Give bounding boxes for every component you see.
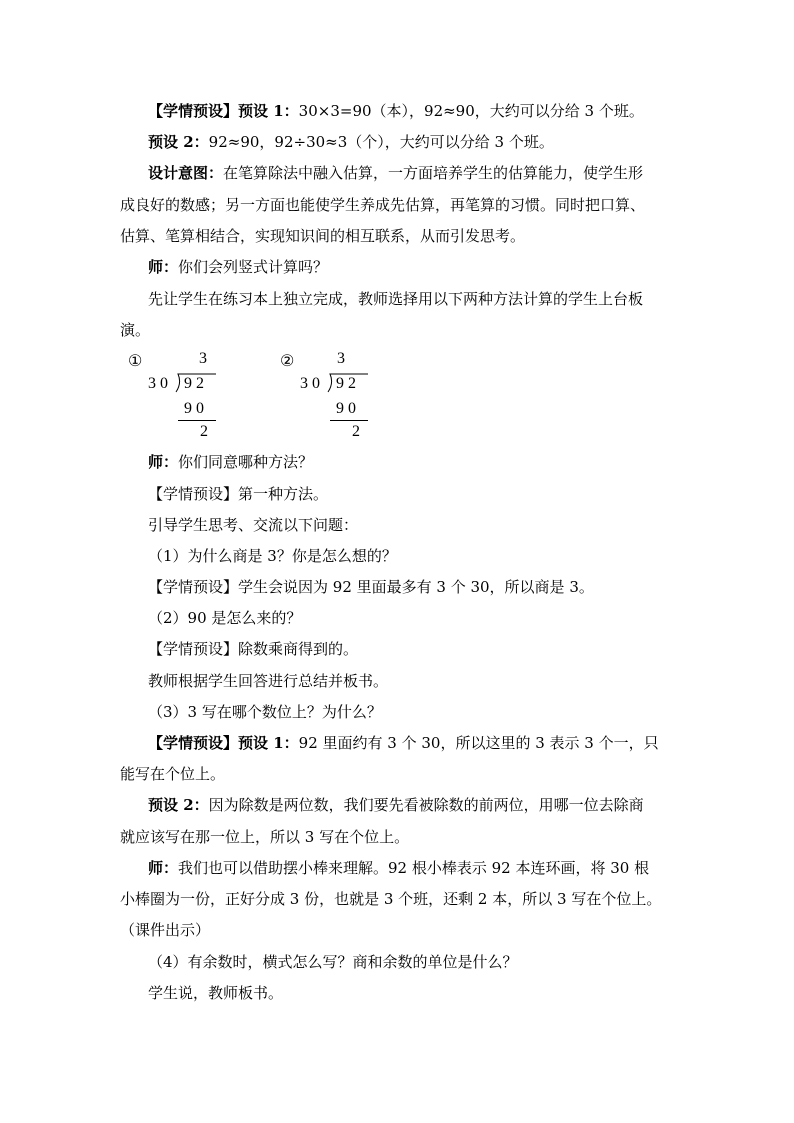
text-line <box>120 226 525 246</box>
text-line <box>148 733 659 753</box>
text-normal: 【学情预设】除数乘商得到的。 <box>148 640 359 658</box>
division-label: ① <box>128 351 143 370</box>
text-line <box>148 452 313 472</box>
text-line <box>148 671 388 691</box>
text-normal: （4）有余数时，横式怎么写？商和余数的单位是什么？ <box>148 953 518 971</box>
text-normal: 成良好的数感；另一方面也能使学生养成先估算，再笔算的习惯。同时把口算、 <box>120 196 646 214</box>
text-line <box>120 827 409 847</box>
text-normal: 教师根据学生回答进行总结并板书。 <box>148 672 389 690</box>
text-bold: 【学情预设】预设 1： <box>148 102 299 120</box>
text-line <box>148 546 397 566</box>
text-bold: 设计意图： <box>148 164 224 182</box>
text-normal: （课件出示） <box>120 921 211 939</box>
text-bold: 师： <box>148 258 179 276</box>
text-normal: 【学情预设】学生会说因为 92 里面最多有 3 个 30，所以商是 3。 <box>148 578 594 596</box>
text-line <box>148 983 283 1003</box>
text-line <box>120 889 661 909</box>
division-product: 90 <box>336 400 360 417</box>
text-normal: 30×3=90（本），92≈90，大约可以分给 3 个班。 <box>298 102 644 120</box>
text-normal: 92≈90，92÷30≈3（个），大约可以分给 3 个班。 <box>208 133 554 151</box>
text-normal: 演。 <box>120 321 151 339</box>
division-divisor: 30 <box>300 375 324 392</box>
text-line <box>148 289 643 309</box>
text-normal: 学生说，教师板书。 <box>148 984 284 1002</box>
text-line <box>148 484 328 504</box>
text-line <box>148 163 643 183</box>
text-normal: 92 里面约有 3 个 30，所以这里的 3 表示 3 个一，只 <box>298 734 659 752</box>
long-division-2 <box>272 350 472 445</box>
division-remainder: 2 <box>352 423 360 440</box>
text-line <box>148 101 644 121</box>
text-bold: 师： <box>148 453 179 471</box>
text-normal: 在笔算除法中融入估算，一方面培养学生的估算能力，使学生形 <box>223 164 644 182</box>
text-normal: （3）3 写在哪个数位上？为什么？ <box>148 703 382 721</box>
text-line <box>148 952 518 972</box>
text-line <box>148 702 382 722</box>
text-normal: 因为除数是两位数，我们要先看被除数的前两位，用哪一位去除商 <box>208 796 644 814</box>
text-normal: 能写在个位上。 <box>120 765 226 783</box>
text-normal: 小棒圈为一份，正好分成 3 份，也就是 3 个班，还剩 2 本，所以 3 写在个位上。 <box>120 890 662 908</box>
text-line <box>120 764 225 784</box>
text-line <box>148 515 358 535</box>
division-product: 90 <box>184 400 208 417</box>
text-normal: 引导学生思考、交流以下问题： <box>148 516 359 534</box>
text-line <box>148 577 594 597</box>
text-line <box>120 320 150 340</box>
text-normal: （2）90 是怎么来的？ <box>148 609 302 627</box>
division-quotient: 3 <box>199 350 207 367</box>
division-quotient: 3 <box>337 350 345 367</box>
division-bracket <box>272 350 472 445</box>
text-bold: 预设 2： <box>148 133 209 151</box>
text-line <box>120 195 645 215</box>
text-normal: 你们同意哪种方法？ <box>178 453 314 471</box>
text-normal: 你们会列竖式计算吗？ <box>178 258 329 276</box>
text-normal: 我们也可以借助摆小棒来理解。92 根小棒表示 92 本连环画，将 30 根 <box>178 859 650 877</box>
division-divisor: 30 <box>148 375 172 392</box>
text-normal: 就应该写在那一位上，所以 3 写在个位上。 <box>120 828 410 846</box>
text-line <box>120 920 210 940</box>
text-line <box>148 608 301 628</box>
text-normal: 估算、笔算相结合，实现知识间的相互联系，从而引发思考。 <box>120 227 526 245</box>
text-normal: 先让学生在练习本上独立完成，教师选择用以下两种方法计算的学生上台板 <box>148 290 644 308</box>
division-label: ② <box>280 351 295 370</box>
text-line <box>148 257 328 277</box>
text-line <box>148 639 358 659</box>
text-bold: 【学情预设】预设 1： <box>148 734 299 752</box>
text-bold: 预设 2： <box>148 796 209 814</box>
text-line <box>148 132 554 152</box>
division-dividend: 92 <box>184 375 208 392</box>
text-normal: 【学情预设】第一种方法。 <box>148 485 329 503</box>
division-rule <box>330 420 368 421</box>
text-line <box>148 858 649 878</box>
text-bold: 师： <box>148 859 179 877</box>
text-normal: （1）为什么商是 3？你是怎么想的？ <box>148 547 397 565</box>
division-dividend: 92 <box>336 375 360 392</box>
text-line <box>148 795 644 815</box>
division-rule <box>178 420 216 421</box>
division-remainder: 2 <box>200 423 208 440</box>
